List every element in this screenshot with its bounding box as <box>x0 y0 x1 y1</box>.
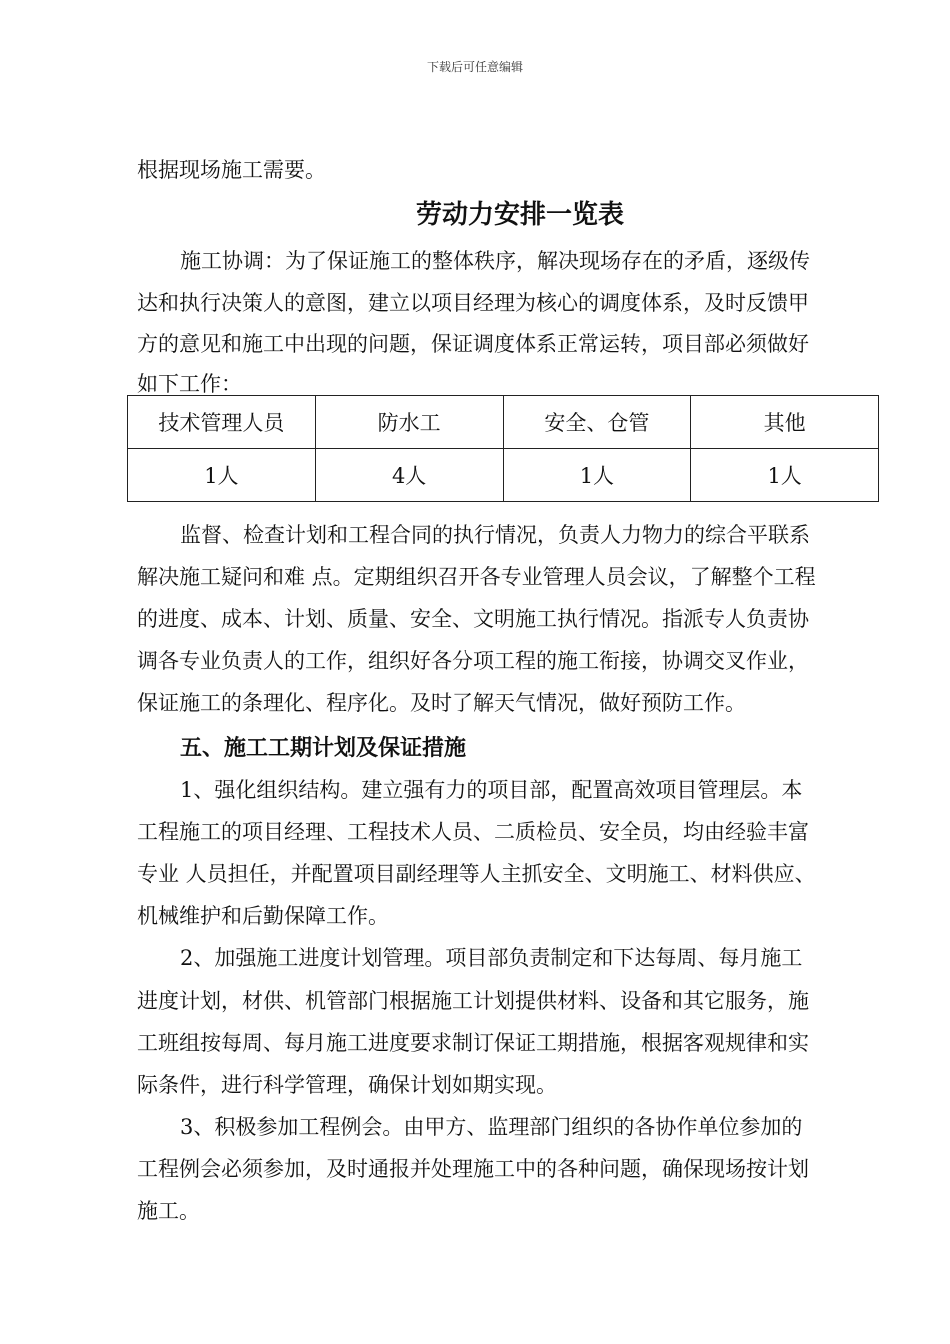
paragraph-line: 施工协调：为了保证施工的整体秩序，解决现场存在的矛盾，逐级传 <box>180 249 810 273</box>
paragraph-line: 施工。 <box>137 1199 200 1223</box>
paragraph-line: 进度计划，材供、机管部门根据施工计划提供材料、设备和其它服务，施 <box>137 989 809 1013</box>
table-header-cell: 防水工 <box>315 396 503 449</box>
paragraph-line: 调各专业负责人的工作，组织好各分项工程的施工衔接，协调交叉作业， <box>137 649 809 673</box>
section-heading: 五、施工工期计划及保证措施 <box>180 735 467 761</box>
paragraph-line: 方的意见和施工中出现的问题，保证调度体系正常运转，项目部必须做好 <box>137 332 809 356</box>
labor-table <box>127 395 879 502</box>
paragraph-line: 3、积极参加工程例会。由甲方、监理部门组织的各协作单位参加的 <box>180 1115 803 1139</box>
paragraph-line: 监督、检查计划和工程合同的执行情况，负责人力物力的综合平联系 <box>180 523 810 547</box>
table-cell: 1人 <box>691 449 879 502</box>
paragraph-line: 工程施工的项目经理、工程技术人员、二质检员、安全员，均由经验丰富 <box>137 820 809 844</box>
paragraph-line: 2、加强施工进度计划管理。项目部负责制定和下达每周、每月施工 <box>180 946 803 970</box>
paragraph-line: 保证施工的条理化、程序化。及时了解天气情况，做好预防工作。 <box>137 691 746 715</box>
table-row <box>128 449 879 502</box>
table-header-cell: 安全、仓管 <box>503 396 691 449</box>
header-note: 下载后可任意编辑 <box>426 60 523 74</box>
paragraph-line: 1、强化组织结构。建立强有力的项目部，配置高效项目管理层。本 <box>180 778 803 802</box>
intro-line: 根据现场施工需要。 <box>137 158 326 182</box>
paragraph-line: 工程例会必须参加，及时通报并处理施工中的各种问题，确保现场按计划 <box>137 1157 809 1181</box>
paragraph-line: 的进度、成本、计划、质量、安全、文明施工执行情况。指派专人负责协 <box>137 607 809 631</box>
paragraph-line: 达和执行决策人的意图，建立以项目经理为核心的调度体系，及时反馈甲 <box>137 291 809 315</box>
table-header-cell: 其他 <box>691 396 879 449</box>
table-header-cell: 技术管理人员 <box>128 396 316 449</box>
paragraph-line: 解决施工疑问和难 点。定期组织召开各专业管理人员会议，了解整个工程 <box>137 565 816 589</box>
table-cell: 1人 <box>503 449 691 502</box>
paragraph-line: 专业 人员担任，并配置项目副经理等人主抓安全、文明施工、材料供应、 <box>137 862 816 886</box>
table-cell: 1人 <box>128 449 316 502</box>
paragraph-line: 工班组按每周、每月施工进度要求制订保证工期措施，根据客观规律和实 <box>137 1031 809 1055</box>
table-header-row <box>128 396 879 449</box>
table-title: 劳动力安排一览表 <box>415 200 624 230</box>
paragraph-line: 如下工作： <box>137 372 242 396</box>
paragraph-line: 机械维护和后勤保障工作。 <box>137 904 389 928</box>
paragraph-line: 际条件，进行科学管理，确保计划如期实现。 <box>137 1073 557 1097</box>
table-cell: 4人 <box>315 449 503 502</box>
